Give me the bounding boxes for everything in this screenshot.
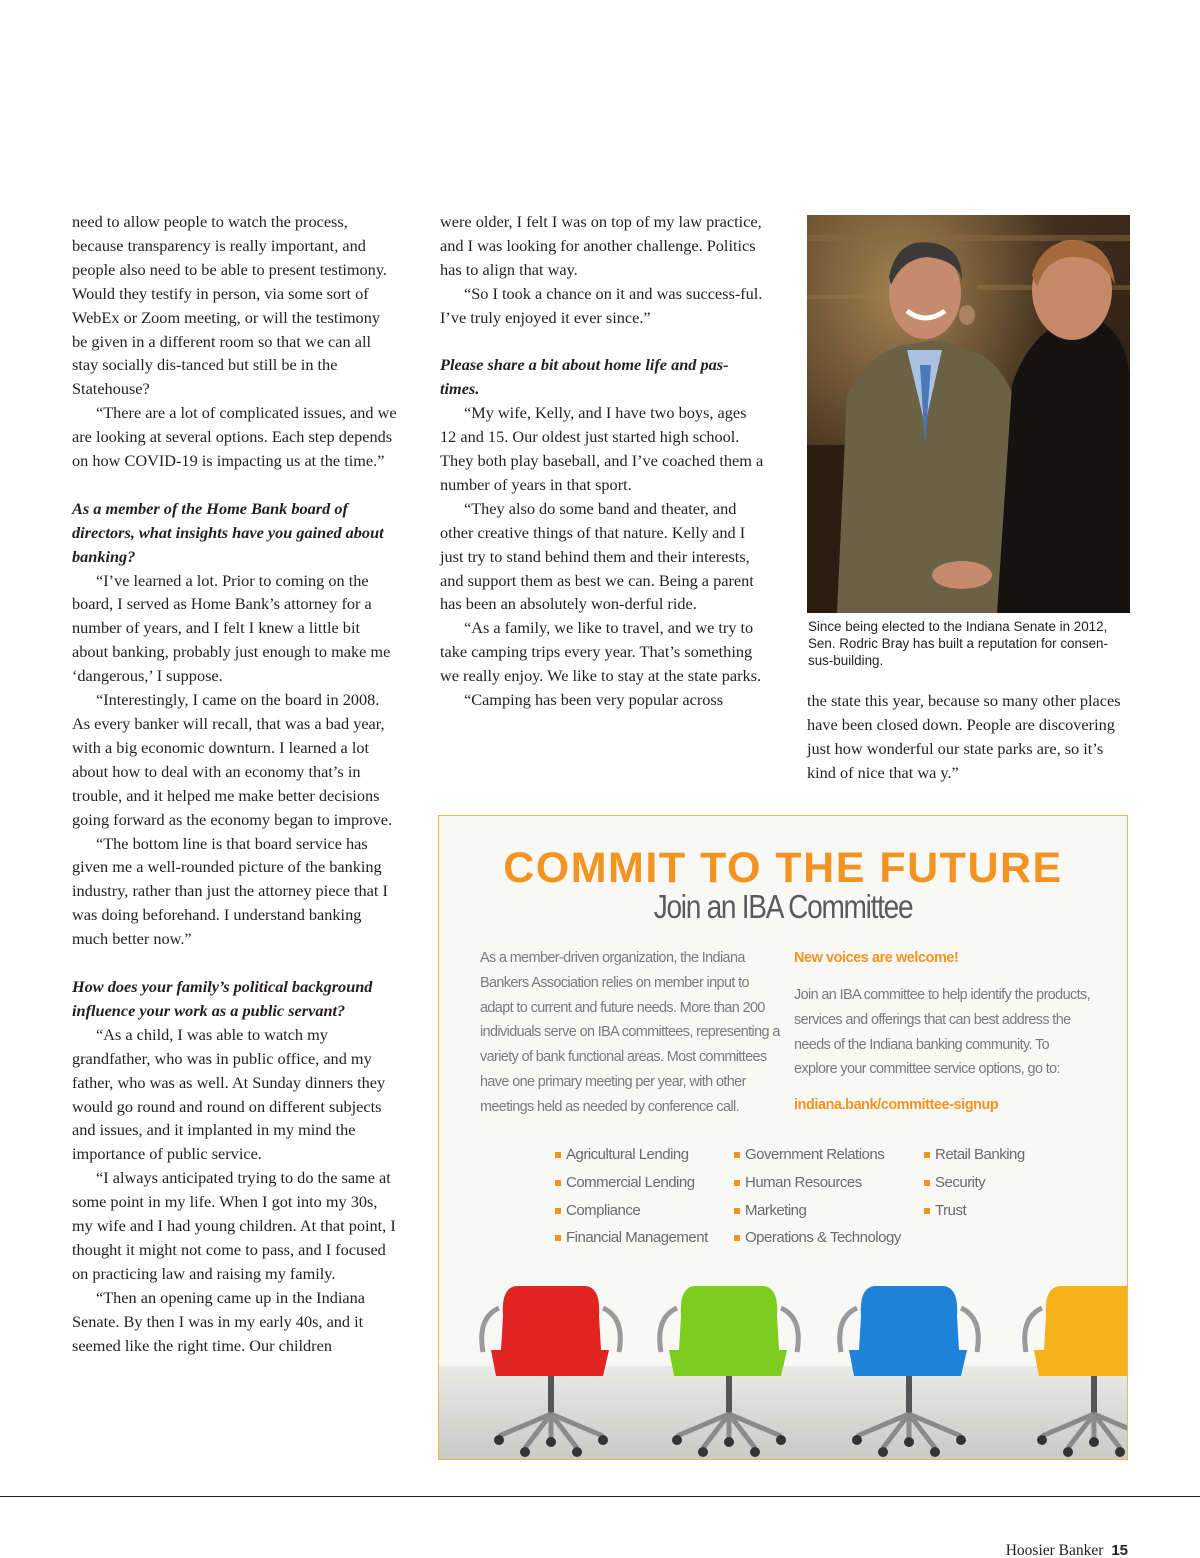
paragraph: “They also do some band and theater, and other creative things of that nature. Kelly and I just try to stand behind them and their interests, and support them as best we can. Being a parent has been an absolutely won-derful ride. [440,498,754,614]
ad-description: As a member-driven organization, the Indiana Bankers Association relies on member input to adapt to current and future needs. More than 200 individuals serve on IBA committees, representing a variety of bank functional areas. Most committees have one primary meeting per year, with other meetings held as needed by conference call. [480,950,780,1115]
page-number: 15 [1111,1542,1128,1558]
paragraph: “Then an opening came up in the Indiana Senate. By then I was in my early 40s, and it seemed like the right time. Our children [72,1287,365,1355]
committee-item: Operations & Technology [733,1224,901,1252]
committee-item: Marketing [733,1197,901,1225]
paragraph: “I always anticipated trying to do the same at some point in my life. When I got into my 30s, my wife and I had young children. At that point, I thought it might not come to pass, and I focused on practicing law and raising my family. [72,1168,396,1283]
paragraph: “Interestingly, I came on the board in 2008. As every banker will recall, that was a bad year, with a big economic downturn. I learned a lot about how to deal with an economy that’s in trouble, and it helped me make better decisions going forward as the economy began to improve. [72,690,393,829]
photo-caption: Since being elected to the Indiana Senate in 2012, Sen. Rodric Bray has built a reputation for consen-sus-building. [808,619,1108,668]
committee-item: Trust [923,1197,1025,1225]
committee-advertisement [438,815,1128,1460]
ad-title: COMMIT TO THE FUTURE [503,844,1063,892]
committee-list-2 [733,1141,901,1252]
paragraph: the state this year, because so many other places have been closed down. People are discovering just how wonderful our state parks are, so it’s kind of nice that wa y.” [807,691,1121,782]
ad-callout-heading: New voices are welcome! [794,950,959,966]
publication-name: Hoosier Banker [1005,1542,1104,1558]
committee-item: Government Relations [733,1141,901,1169]
paragraph: “The bottom line is that board service has given me a well-rounded picture of the banking industry, rather than just the attorney piece that I was doing beforehand. I understand banking much better now.” [72,833,388,949]
article-column-2 [440,210,766,712]
interview-question: As a member of the Home Bank board of directors, what insights have you gained about banking? [72,498,384,566]
paragraph: “There are a lot of complicated issues, and we are looking at several options. Each step depends on how COVID-19 is impacting us at the time.” [72,403,397,471]
footer-rule [0,1496,1200,1497]
paragraph: “Camping has been very popular across [464,690,724,710]
page-footer [1006,1542,1128,1558]
ad-callout-text: Join an IBA committee to help identify the products, services and offerings that can best address the needs of the Indiana banking community. To explore your committee service options, go to: [794,987,1090,1078]
article-column-3 [807,689,1129,785]
committee-item: Retail Banking [923,1141,1025,1169]
office-chairs-image [439,1246,1128,1460]
interview-question: How does your family’s political background influence your work as a public servant? [72,976,373,1020]
committee-item: Agricultural Lending [554,1141,708,1169]
paragraph: “As a family, we like to travel, and we try to take camping trips every year. That’s something we really enjoy. We like to stay at the state parks. [440,618,762,686]
committee-list-3 [923,1141,1025,1224]
article-column-1 [72,210,398,1357]
committee-list-1 [554,1141,708,1252]
committee-item: Commercial Lending [554,1169,708,1197]
paragraph: need to allow people to watch the process, because transparency is really important, and people also need to be able to present testimony. Would they testify in person, via some sort of WebEx or Zoom meeting, or will the testimony be given in a different room so that we can all stay socially dis-tanced but still be in the Statehouse? [72,212,387,399]
paragraph: “My wife, Kelly, and I have two boys, ages 12 and 15. Our oldest just started high school. They both play baseball, and I’ve coached them a number of years in that sport. [440,403,764,494]
paragraph: “As a child, I was able to watch my grandfather, who was in public office, and my father, who was as well. At Sunday dinners they would go round and round on different subjects and issues, and it implanted in my mind the importance of public service. [72,1024,386,1164]
committee-signup-link[interactable]: indiana.bank/committee-signup [794,1097,999,1113]
paragraph: were older, I felt I was on top of my law practice, and I was looking for another challenge. Politics has to align that way. [440,212,762,279]
interview-question: Please share a bit about home life and pas-times. [440,355,729,399]
paragraph: “So I took a chance on it and was success-ful. I’ve truly enjoyed it ever since.” [440,283,763,327]
senator-photo [807,215,1130,613]
committee-item: Security [923,1169,1025,1197]
paragraph: “I’ve learned a lot. Prior to coming on the board, I served as Home Bank’s attorney for a number of years, and I felt I knew a little bit about banking, probably just enough to make me ‘dangerous,’ I suppose. [72,570,391,686]
committee-item: Financial Management [554,1224,708,1252]
ad-subtitle: Join an IBA Committee [653,888,913,925]
committee-item: Compliance [554,1197,708,1225]
committee-item: Human Resources [733,1169,901,1197]
